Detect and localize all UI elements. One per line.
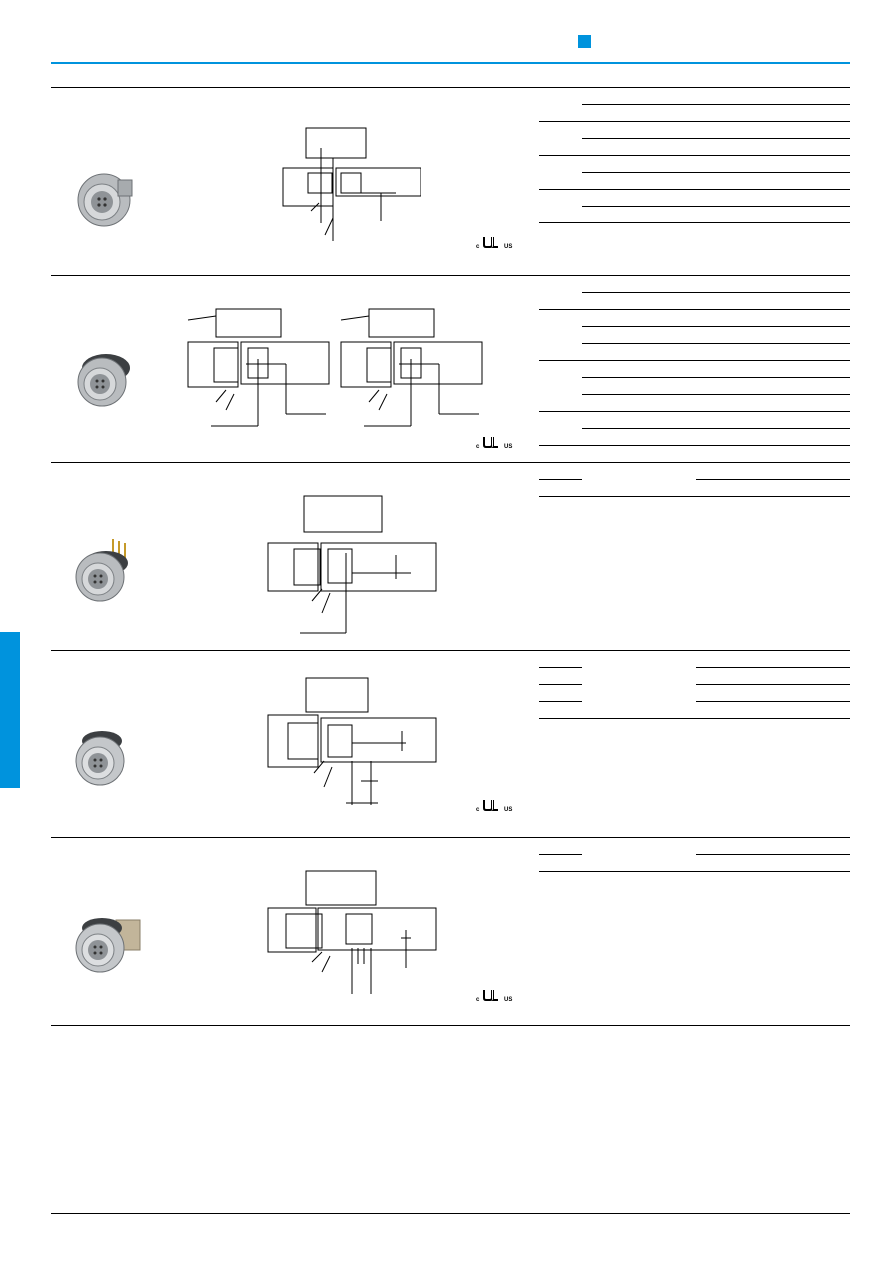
divider	[51, 1025, 850, 1026]
m12-female-panel-connector-photo	[66, 158, 146, 238]
product-section-4	[51, 651, 850, 837]
spec-table	[539, 838, 850, 1025]
product-section-1	[51, 88, 850, 275]
footer-rule	[51, 1213, 850, 1214]
m12-female-panel-connector-angled-photo	[66, 904, 146, 984]
m12-female-panel-connector-pins-photo	[66, 531, 146, 611]
svg-text:c: c	[476, 807, 480, 813]
chapter-side-tab	[0, 632, 20, 788]
svg-text:c: c	[476, 444, 480, 450]
cul-us-recognized-icon	[475, 797, 515, 813]
section-marker-square	[578, 35, 591, 48]
dimension-drawing	[266, 868, 438, 1000]
m12-female-panel-connector-photo	[66, 717, 146, 797]
spec-table	[539, 276, 850, 462]
header-rule	[51, 62, 850, 64]
cul-us-recognized-icon	[475, 434, 515, 450]
dimension-drawing	[266, 673, 438, 813]
product-section-5	[51, 838, 850, 1025]
dimension-drawing-right	[339, 304, 484, 434]
cul-us-recognized-icon	[475, 234, 515, 250]
m12-female-panel-connector-photo	[66, 338, 146, 418]
spec-table	[539, 88, 850, 275]
svg-text:US: US	[504, 997, 513, 1003]
svg-text:US: US	[504, 244, 513, 250]
product-section-3	[51, 463, 850, 650]
cul-us-recognized-icon	[475, 987, 515, 1003]
product-section-2	[51, 276, 850, 462]
spec-table	[539, 463, 850, 650]
svg-text:c: c	[476, 997, 480, 1003]
svg-text:US: US	[504, 807, 513, 813]
dimension-drawing	[266, 493, 438, 638]
dimension-drawing-left	[186, 304, 331, 434]
spec-table	[539, 651, 850, 837]
svg-text:c: c	[476, 244, 480, 250]
dimension-drawing	[281, 123, 421, 243]
svg-text:US: US	[504, 444, 513, 450]
